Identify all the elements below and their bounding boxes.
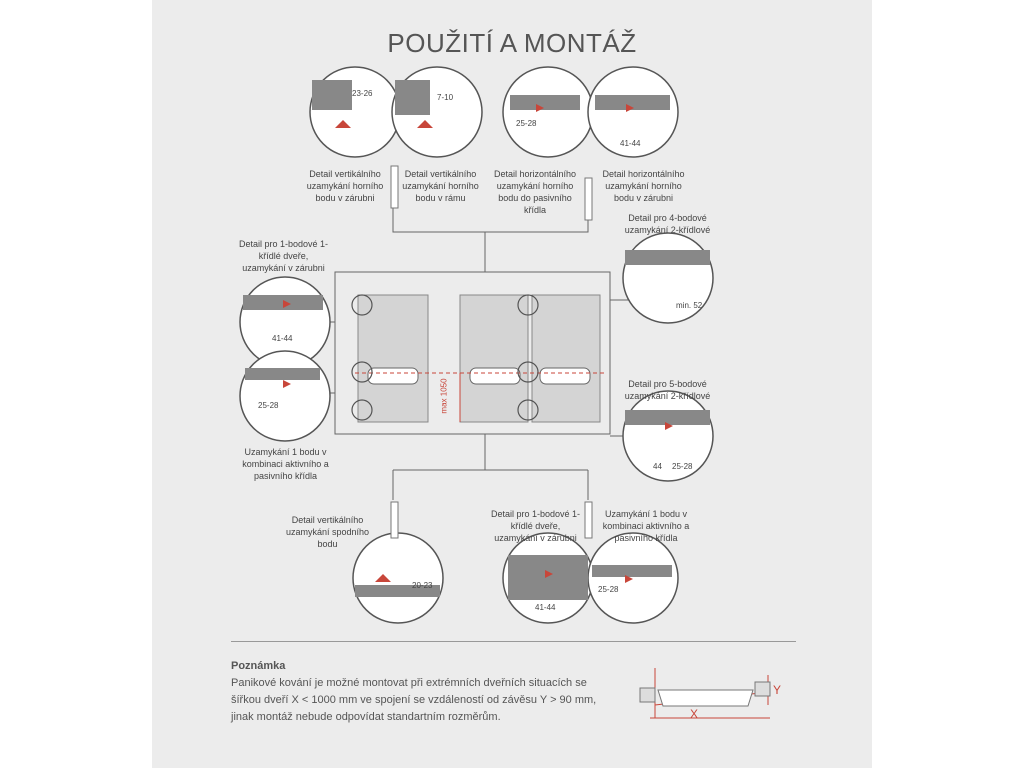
dim: 25-28 — [258, 401, 279, 410]
note-line: Panikové kování je možné montovat při extrémních dveřních situacích se — [231, 677, 587, 689]
dim: 25-28 — [672, 462, 693, 471]
dim: 41-44 — [620, 139, 641, 148]
door-left — [358, 295, 600, 422]
label-right1: Detail pro 4-bodové uzamykání 2-křídlové — [624, 213, 711, 235]
y-label: Y — [773, 683, 782, 697]
dim: 41-44 — [535, 603, 556, 612]
label-bottom3: Uzamykání 1 bodu v kombinaci aktivního a pasivního křídla — [602, 509, 690, 543]
label-top2: Detail vertikálního uzamykání horního bodu v rámu — [402, 169, 479, 203]
dim: 44 — [653, 462, 662, 471]
label-right2: Detail pro 5-bodové uzamykání 2-křídlové — [624, 379, 711, 401]
label-left2: Uzamykání 1 bodu v kombinaci aktivního a pasivního křídla — [242, 447, 329, 481]
page-title: POUŽITÍ A MONTÁŽ — [387, 28, 637, 58]
note-line: jinak montáž nebude odpovídat standartním rozměrům. — [231, 711, 501, 723]
dim: 23-26 — [352, 89, 373, 98]
label-top3: Detail horizontálního uzamykání horního bodu do pasivního křídla — [493, 169, 577, 215]
dim: 20-23 — [412, 581, 433, 590]
dim: 7-10 — [437, 93, 454, 102]
note-line: šířkou dveří X < 1000 mm ve spojení se vzdáleností od závěsu Y > 90 mm, — [231, 694, 597, 706]
dim: 25-28 — [516, 119, 537, 128]
label-bottom1: Detail vertikálního uzamykání spodního bodu — [285, 515, 370, 549]
label-top1: Detail vertikálního uzamykání horního bodu v zárubni — [306, 169, 384, 203]
height-dim: max 1050 — [439, 378, 449, 414]
note — [231, 658, 651, 726]
label-top4: Detail horizontálního uzamykání horního bodu v zárubni — [602, 169, 685, 203]
divider — [231, 641, 796, 642]
label-left1: Detail pro 1-bodové 1-křídlé dveře, uzamykání v zárubni — [238, 239, 329, 273]
label-bottom2: Detail pro 1-bodové 1-křídlé dveře, uzamykání v zárubni — [490, 509, 581, 543]
x-label: X — [690, 707, 699, 721]
dim: 41-44 — [272, 334, 293, 343]
dim: min. 52 — [676, 301, 703, 310]
dim: 25-28 — [598, 585, 619, 594]
note-heading: Poznámka — [231, 660, 286, 672]
